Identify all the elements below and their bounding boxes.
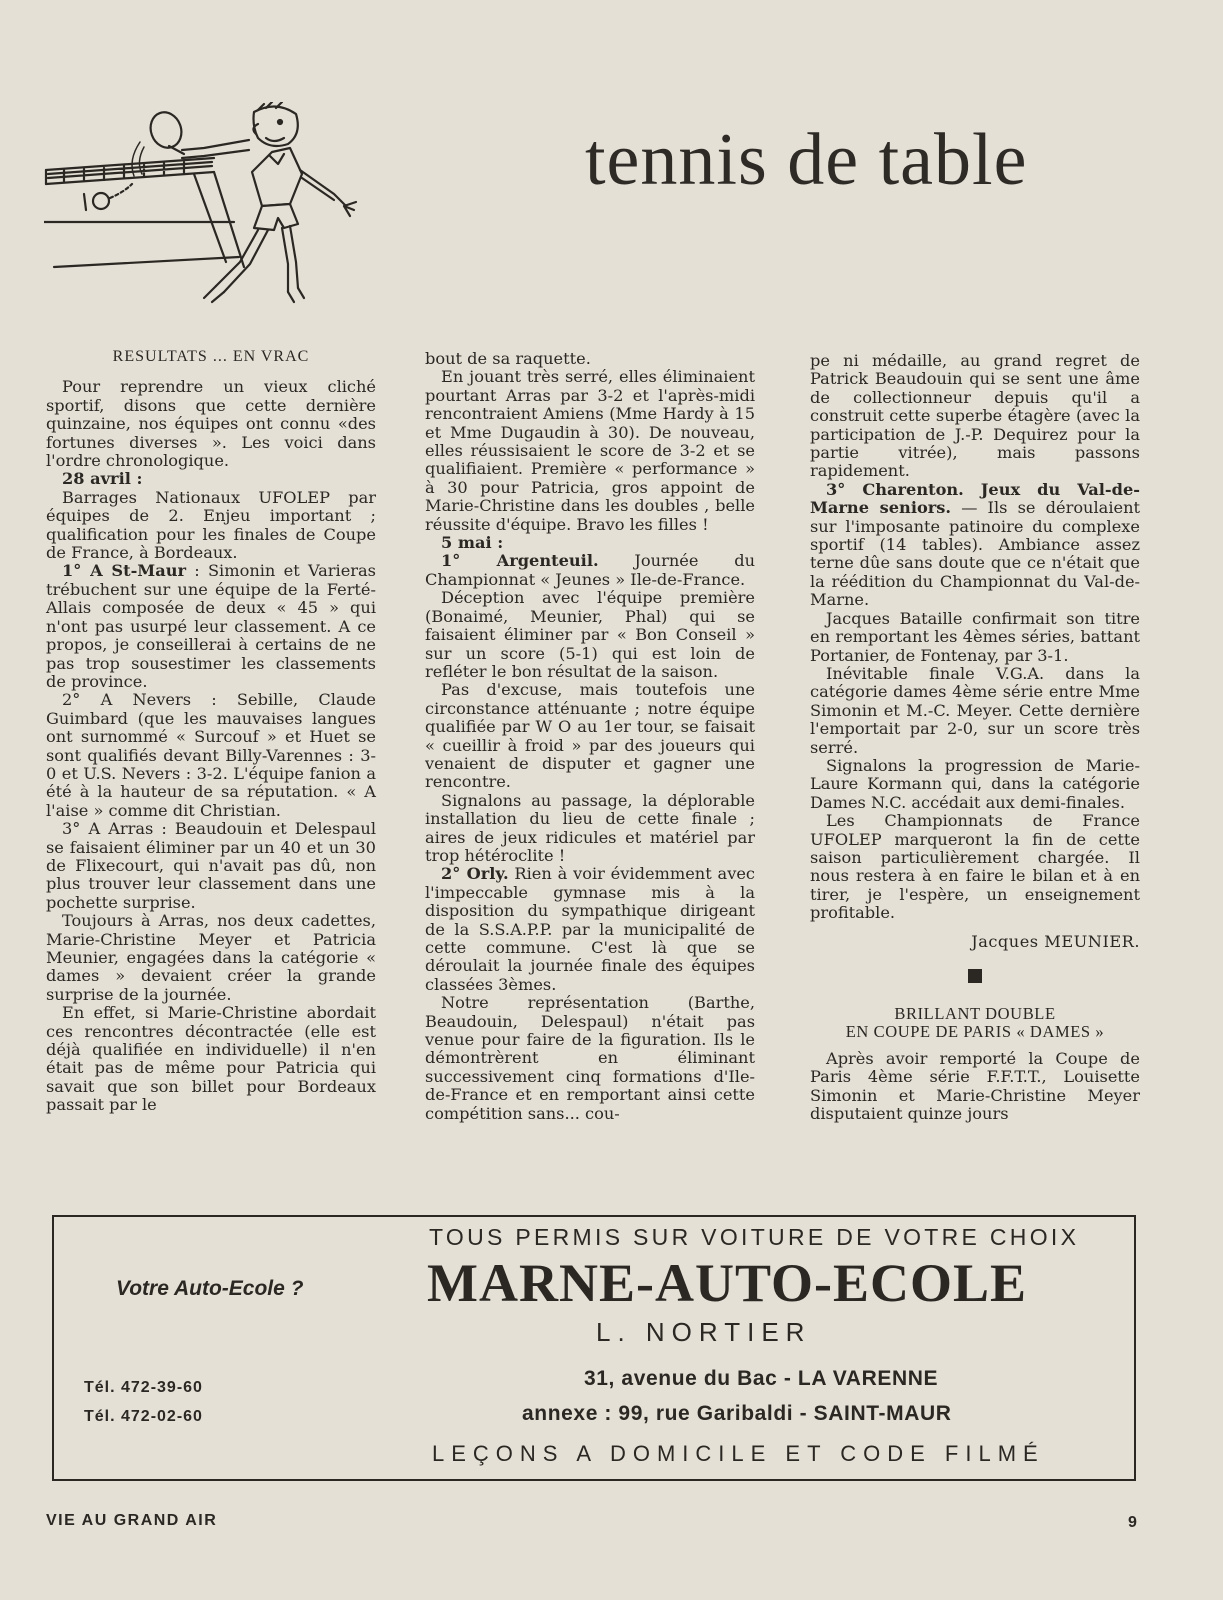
paragraph: En effet, si Marie-Christine abordait ces rencontres décontractée (elle est déjà qualifiée en individuelle) il n'en était pas de même pour Patricia qui savait que son billet pour Bordeaux passait par le [46,1003,376,1115]
result-item [425,552,755,589]
ad-owner: L. NORTIER [596,1317,812,1347]
ad-phone: Tél. 472-39-60 [84,1379,203,1396]
ad-annex-address: annexe : 99, rue Garibaldi - SAINT-MAUR [522,1402,952,1425]
ad-slogan: Votre Auto-Ecole ? [116,1277,304,1300]
date-heading: 5 mai : [441,533,504,553]
table-tennis-player-illustration [44,102,404,307]
paragraph: Jacques Bataille confirmait son titre en remportant les 4èmes séries, battant Portanier, de Fontenay, par 3-1. [810,608,1140,665]
ad-phone: Tél. 472-02-60 [84,1408,203,1425]
article-column-3 [810,352,1140,1123]
author-signature: Jacques MEUNIER. [971,931,1140,951]
paragraph: Pour reprendre un vieux cliché sportif, disons que cette dernière quinzaine, nos équipes ont connu «des fortunes diverses ». Les voici dans l'ordre chronologique. [46,377,376,471]
result-text: Rien à voir évidemment avec l'impeccable gymnase mis à la disposition du sympathique dirigeant de la S.S.A.P.P. par la municipalité de cette commune. C'est là que se déroulait la journée finale des équipes classées 3èmes. [425,864,755,994]
paragraph: Déception avec l'équipe première (Bonaimé, Meunier, Phal) qui se faisaient éliminer par « Bon Conseil » sur un score (5-1) qui est loin de refléter le bon résultat de la saison. [425,588,755,681]
article-column-1 [46,348,376,1115]
result-label: 1° A St-Maur [62,561,186,581]
paragraph: Signalons au passage, la déplorable installation du lieu de cette finale ; aires de jeux ridicules et matériel par trop hétéroclite ! [425,790,755,865]
section-heading-line: EN COUPE DE PARIS « DAMES » [845,1022,1105,1042]
result-item [810,481,1140,610]
section-heading: RESULTATS ... EN VRAC [112,348,310,365]
paragraph: pe ni médaille, au grand regret de Patrick Beaudouin qui se sent une âme de collectionneur depuis qu'il a construit cette superbe étagère (avec la participation de J.-P. Dequirez pour la partie vitrée), mais passons rapidement. [810,351,1140,481]
ad-lessons: LEÇONS A DOMICILE ET CODE FILMÉ [432,1441,1045,1466]
paragraph: Signalons la progression de Marie-Laure Kormann qui, dans la catégorie Dames N.C. accédait aux demi-finales. [810,755,1140,812]
ad-address: 31, avenue du Bac - LA VARENNE [584,1367,939,1390]
section-heading-line: BRILLANT DOUBLE [894,1004,1056,1023]
paragraph: Les Championnats de France UFOLEP marqueront la fin de cette saison particulièrement chargée. Il nous restera à en faire le bilan et à en tirer, je l'espère, un enseignement profitable. [810,811,1140,923]
paragraph: Notre représentation (Barthe, Beaudouin, Delespaul) n'était pas venue pour faire de la figuration. Ils le démontrèrent en éliminant successivement cinq formations d'Ile-de-France et en remportant ainsi cette compétition sans... cou- [425,993,755,1123]
page-number: 9 [1128,1514,1137,1531]
result-text: : Beaudouin et Delespaul se faisaient éliminer par un 40 et un 30 de Flixecourt, qui n'avait pas dû, non plus trouver leur classement dans une pochette surprise. [46,819,377,912]
result-text: : Sebille, Claude Guimbard (que les mauvaises langues ont surnommé « Surcouf » et Huet se sont qualifiés devant Billy-Varennes : 3-0 et U.S. Nevers : 3-2. L'équipe fanion a été à la hauteur de sa réputation. « A l'aise » comme dit Christian. [46,690,376,820]
paragraph: En jouant très serré, elles éliminaient pourtant Arras par 3-2 et l'après-midi rencontraient Amiens (Mme Hardy à 15 et Mme Dugaudin à 30). De nouveau, elles réussisaient le score de 3-2 et se qualifiaient. Première « performance » à 30 pour Patricia, gros appoint de Marie-Christine dans les doubles , belle réussite d'équipe. Bravo les filles ! [425,367,755,534]
result-item [46,691,376,820]
ad-tagline: TOUS PERMIS SUR VOITURE DE VOTRE CHOIX [429,1224,1080,1250]
paragraph: Toujours à Arras, nos deux cadettes, Marie-Christine Meyer et Patricia Meunier, engagées dans la catégorie « dames » devaient créer la grande surprise de la journée. [46,911,376,1004]
article-column-2 [425,350,755,1123]
publication-name: VIE AU GRAND AIR [46,1512,218,1529]
result-label: 1° Argenteuil. [441,551,599,571]
result-label: 3° Charenton. Jeux du Val-de-Marne seniors. [810,479,1140,518]
result-item [46,562,376,691]
result-item [46,820,376,912]
paragraph: Pas d'excuse, mais toutefois une circonstance atténuante ; notre équipe qualifiée par W O au 1er tour, se faisait « cueillir à froid » par des joueurs qui venaient de disputer et gagner une rencontre. [425,680,755,792]
paragraph: Inévitable finale V.G.A. dans la catégorie dames 4ème série entre Mme Simonin et M.-C. Meyer. Cette dernière l'emportait par 2-0, sur un score très serré. [810,663,1140,757]
paragraph: bout de sa raquette. [425,349,591,368]
advertisement [52,1215,1136,1481]
result-label: 2° Orly. [441,864,509,884]
paragraph: Barrages Nationaux UFOLEP par équipes de 2. Enjeu important ; qualification pour les finales de Coupe de France, à Bordeaux. [46,487,376,563]
result-label: 2° A Nevers [62,690,192,710]
section-separator [968,969,982,983]
result-text: Journée du Championnat « Jeunes » Ile-de-France. [425,551,755,589]
date-heading: 28 avril : [62,469,143,489]
page-title: tennis de table [585,119,1028,201]
result-text: — Ils se déroulaient sur l'imposante patinoire du complexe sportif (14 tables). Ambiance assez terne dûe sans doute que ce n'était que la réédition du Championnat du Val-de-Marne. [810,498,1141,610]
result-text: : Simonin et Varieras trébuchent sur une équipe de la Ferté-Allais composée de deux « 45 » qui n'ont pas usurpé leur classement. A ce propos, je conseillerai à certains de ne pas trop sousestimer les classements de province. [46,561,376,691]
paragraph: Après avoir remporté la Coupe de Paris 4ème série F.F.T.T., Louisette Simonin et Marie-Christine Meyer disputaient quinze jours [810,1048,1140,1124]
result-label: 3° A Arras [62,819,154,839]
result-item [425,865,755,994]
ad-brand: MARNE-AUTO-ECOLE [427,1253,1028,1313]
